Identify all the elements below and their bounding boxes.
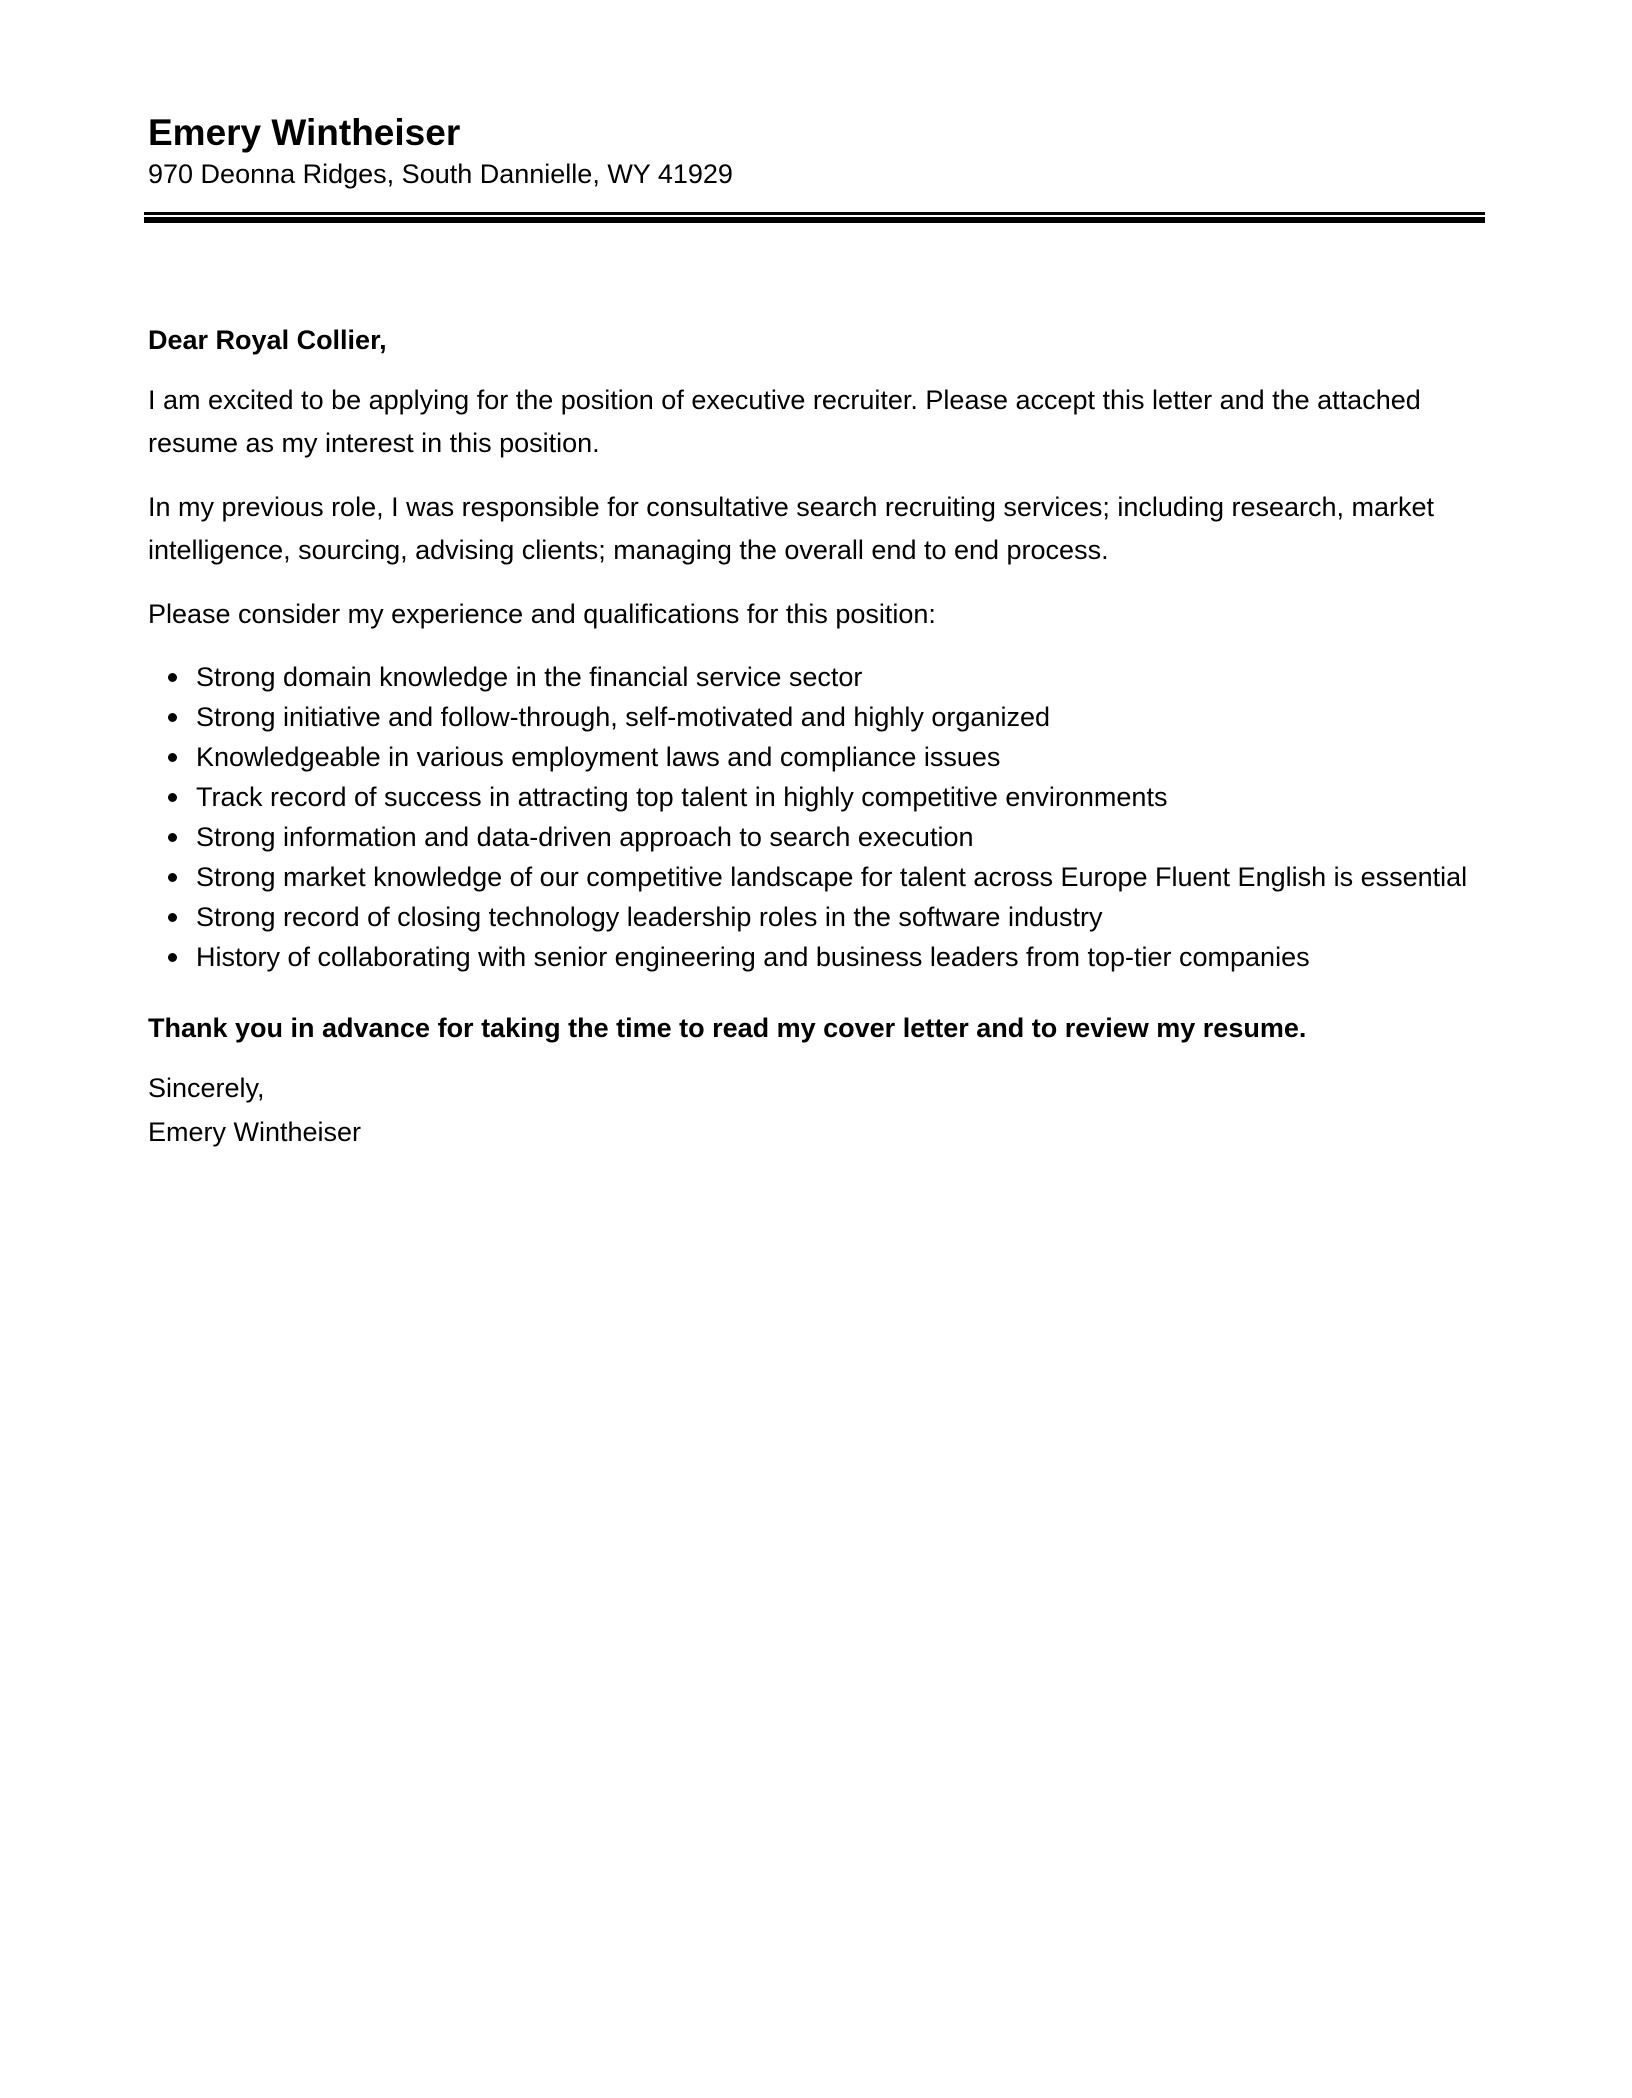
list-item-text: Strong information and data-driven approach to search execution [196,822,974,852]
experience-paragraph: In my previous role, I was responsible for consultative search recruiting services; including research, market intelligence, sourcing, advising clients; managing the overall end to end process. [148,492,1435,565]
closing: Sincerely, [148,1073,265,1103]
list-item [148,737,1478,777]
sender-address: 970 Deonna Ridges, South Dannielle, WY 41929 [148,159,733,189]
list-item [148,937,1478,977]
bullet-icon [168,793,177,802]
list-item-text: Strong initiative and follow-through, self-motivated and highly organized [196,702,1050,732]
list-item-text: Knowledgeable in various employment laws and compliance issues [196,742,1001,772]
list-item [148,857,1478,897]
header-divider-thin-line [144,212,1485,215]
salutation: Dear Royal Collier, [148,325,387,355]
list-item [148,697,1478,737]
qualifications-list [148,657,1478,977]
bullet-icon [168,953,177,962]
list-item-text: Track record of success in attracting top talent in highly competitive environments [196,782,1168,812]
bullet-icon [168,713,177,722]
header-divider [144,212,1485,223]
header-divider-thick-line [144,217,1485,223]
letter-body [148,322,1478,1154]
list-item [148,777,1478,817]
bullet-icon [168,873,177,882]
list-item-text: History of collaborating with senior engineering and business leaders from top-tier companies [196,942,1310,972]
list-item-text: Strong market knowledge of our competitive landscape for talent across Europe Fluent English is essential [196,862,1468,892]
list-item [148,897,1478,937]
qualifications-intro: Please consider my experience and qualifications for this position: [148,599,936,629]
list-item [148,657,1478,697]
bullet-icon [168,913,177,922]
list-item [148,817,1478,857]
bullet-icon [168,753,177,762]
signature: Emery Wintheiser [148,1117,362,1147]
letter-header [148,110,1478,192]
sender-name: Emery Wintheiser [148,112,461,153]
intro-paragraph: I am excited to be applying for the position of executive recruiter. Please accept this letter and the attached resume as my interest in this position. [148,385,1421,458]
list-item-text: Strong record of closing technology leadership roles in the software industry [196,902,1103,932]
list-item-text: Strong domain knowledge in the financial service sector [196,662,863,692]
bullet-icon [168,673,177,682]
bullet-icon [168,833,177,842]
thank-you-line: Thank you in advance for taking the time to read my cover letter and to review my resume. [148,1013,1307,1043]
